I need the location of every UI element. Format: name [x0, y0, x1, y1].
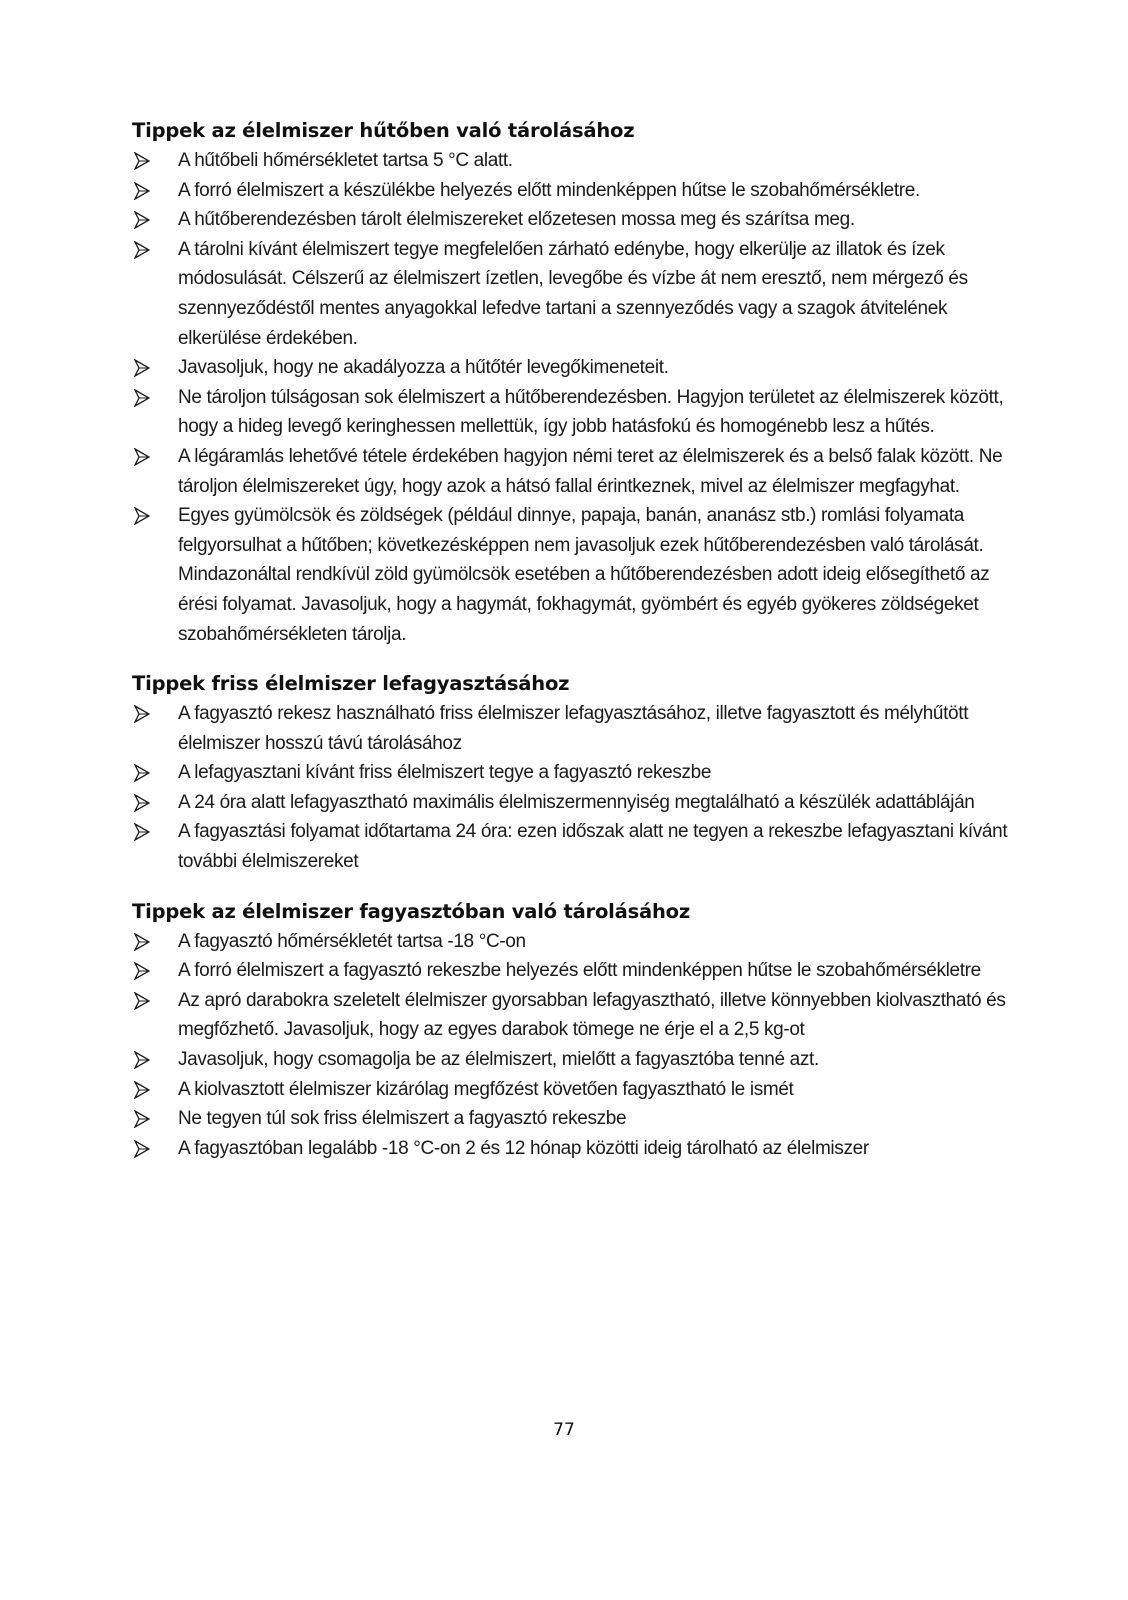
list-item — [132, 235, 1012, 353]
list-item-text: A hűtőbeli hőmérsékletet tartsa 5 °C alatt. — [178, 150, 513, 171]
list-item-text: A 24 óra alatt lefagyasztható maximális élelmiszermennyiség megtalálható a készülék adattábláján — [178, 791, 975, 813]
list-item — [132, 205, 1012, 235]
list-item — [132, 146, 1012, 176]
section-title: Tippek friss élelmiszer lefagyasztásához — [132, 672, 570, 696]
arrowhead-bullet-icon — [134, 359, 150, 377]
list-item — [132, 383, 1012, 442]
list-item — [132, 1134, 1012, 1164]
list-item-text: Ne tegyen túl sok friss élelmiszert a fagyasztó rekeszbe — [178, 1108, 627, 1130]
list-item — [132, 1104, 1012, 1134]
arrowhead-bullet-icon — [134, 152, 150, 170]
page-content — [132, 116, 1012, 1163]
arrowhead-bullet-icon — [134, 389, 150, 407]
arrowhead-bullet-icon — [134, 764, 150, 782]
list-item-text: A fagyasztási folyamat időtartama 24 óra: ezen időszak alatt ne tegyen a rekeszbe lefagyasztani kívánt további élelmiszereket — [178, 821, 1008, 873]
list-item-text: Ne tároljon túlságosan sok élelmiszert a hűtőberendezésben. Hagyjon területet az élelmiszerek között, hogy a hideg levegő keringhessen mellettük, így jobb hatásfokú és homogénebb lesz a hűtés. — [178, 386, 1004, 438]
list-item-text: A forró élelmiszert a fagyasztó rekeszbe helyezés előtt mindenképpen hűtse le szobahőmérsékletre — [178, 960, 981, 982]
arrowhead-bullet-icon — [134, 1081, 150, 1099]
list-item-text: Javasoljuk, hogy ne akadályozza a hűtőtér levegőkimeneteit. — [178, 357, 669, 379]
list-item — [132, 817, 1012, 876]
arrowhead-bullet-icon — [134, 241, 150, 259]
list-item — [132, 699, 1012, 758]
list-item — [132, 353, 1012, 383]
arrowhead-bullet-icon — [134, 1051, 150, 1069]
list-item-text: A fagyasztó rekesz használható friss élelmiszer lefagyasztásához, illetve fagyasztott és mélyhűtött élelmiszer hosszú távú tárolásához — [178, 703, 969, 754]
list-item — [132, 501, 1012, 649]
list-item — [132, 986, 1012, 1045]
list-item-text: A tárolni kívánt élelmiszert tegye megfelelően zárható edénybe, hogy elkerülje az illatok és ízek módosulását. Célszerű az élelmiszert ízetlen, levegőbe és vízbe át nem eresztő, nem mérgező és szennyeződéstől mentes anyagokkal lefedve tartani a szennyeződés vagy a szagok átvitelének elkerülése érdekében. — [178, 238, 968, 349]
section-title: Tippek az élelmiszer hűtőben való tárolásához — [132, 119, 635, 142]
list-item — [132, 442, 1012, 501]
arrowhead-bullet-icon — [134, 705, 150, 723]
list-item — [132, 956, 1012, 986]
list-item — [132, 176, 1012, 206]
section-fridge-storage-tips — [132, 116, 1012, 649]
arrowhead-bullet-icon — [134, 1140, 150, 1158]
list-item-text: Egyes gyümölcsök és zöldségek (például dinnye, papaja, banán, ananász stb.) romlási folyamata felgyorsulhat a hűtőben; következésképpen nem javasoljuk ezek hűtőberendezésben való tárolását. Mindazonáltal rendkívül zöld gyümölcsök esetében a hűtőberendezésben adott ideig elősegíthető az érési folyamat. Javasoljuk, hogy a hagymát, fokhagymát, gyömbért és egyéb gyökeres zöldségeket szobahőmérsékleten tárolja. — [178, 505, 990, 645]
arrowhead-bullet-icon — [134, 962, 150, 980]
section-freezer-storage-tips — [132, 897, 1012, 1164]
list-item — [132, 1075, 1012, 1105]
arrowhead-bullet-icon — [134, 211, 150, 229]
arrowhead-bullet-icon — [134, 182, 150, 200]
bullet-list — [132, 927, 1012, 1164]
arrowhead-bullet-icon — [134, 823, 150, 841]
list-item — [132, 927, 1012, 957]
list-item — [132, 758, 1012, 788]
list-item-text: A kiolvasztott élelmiszer kizárólag megfőzést követően fagyasztható le ismét — [178, 1078, 794, 1100]
list-item — [132, 1045, 1012, 1075]
list-item-text: A fagyasztóban legalább -18 °C-on 2 és 12 hónap közötti ideig tárolható az élelmiszer — [178, 1137, 869, 1159]
arrowhead-bullet-icon — [134, 933, 150, 951]
section-title: Tippek az élelmiszer fagyasztóban való tárolásához — [132, 899, 690, 923]
list-item-text: A fagyasztó hőmérsékletét tartsa -18 °C-on — [178, 930, 526, 952]
arrowhead-bullet-icon — [134, 794, 150, 812]
bullet-list — [132, 146, 1012, 649]
list-item-text: A lefagyasztani kívánt friss élelmiszert tegye a fagyasztó rekeszbe — [178, 762, 712, 784]
arrowhead-bullet-icon — [134, 507, 150, 525]
arrowhead-bullet-icon — [134, 992, 150, 1010]
page-number: 77 — [553, 1420, 575, 1440]
list-item-text: A forró élelmiszert a készülékbe helyezés előtt mindenképpen hűtse le szobahőmérsékletre. — [178, 179, 920, 201]
list-item — [132, 788, 1012, 818]
section-freezing-fresh-food-tips — [132, 669, 1012, 877]
arrowhead-bullet-icon — [134, 1110, 150, 1128]
list-item-text: Az apró darabokra szeletelt élelmiszer gyorsabban lefagyasztható, illetve könnyebben kiolvasztható és megfőzhető. Javasoljuk, hogy az egyes darabok tömege ne érje el a 2,5 kg-ot — [178, 989, 1006, 1041]
bullet-list — [132, 699, 1012, 877]
arrowhead-bullet-icon — [134, 448, 150, 466]
list-item-text: A hűtőberendezésben tárolt élelmiszereket előzetesen mossa meg és szárítsa meg. — [178, 209, 855, 231]
list-item-text: Javasoljuk, hogy csomagolja be az élelmiszert, mielőtt a fagyasztóba tenné azt. — [178, 1049, 819, 1071]
list-item-text: A légáramlás lehetővé tétele érdekében hagyjon némi teret az élelmiszerek és a belső falak között. Ne tároljon élelmiszereket úgy, hogy azok a hátsó fallal érintkeznek, mivel az élelmiszer megfagyhat. — [178, 445, 1003, 497]
